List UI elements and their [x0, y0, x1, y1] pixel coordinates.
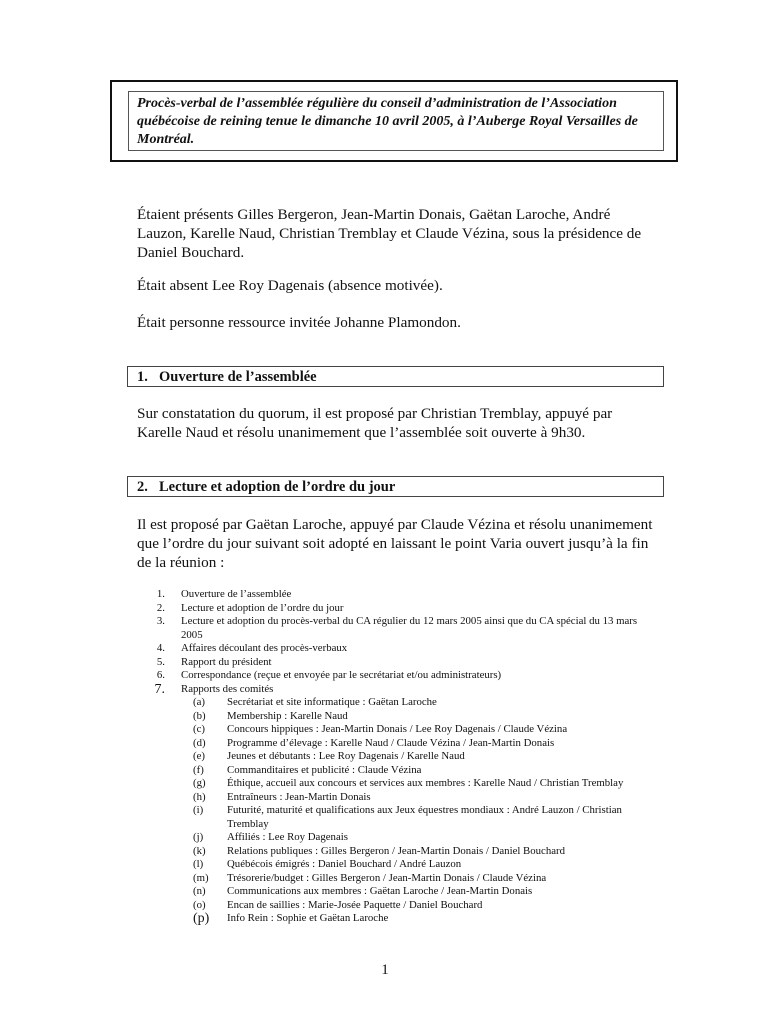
- committee-text: Québécois émigrés : Daniel Bouchard / André Lauzon: [227, 858, 462, 870]
- list-text: Rapports des comités: [181, 682, 274, 695]
- committee-text: Futurité, maturité et qualifications aux Jeux équestres mondiaux : André Lauzon / Christian Tremblay: [227, 804, 622, 830]
- list-text: Rapport du président: [181, 655, 272, 668]
- list-item: [137, 683, 657, 697]
- committee-letter: (h): [193, 790, 206, 803]
- committee-item: [137, 723, 657, 737]
- list-item: [137, 602, 657, 616]
- committee-item: [137, 764, 657, 778]
- list-number: 4.: [156, 642, 165, 654]
- committee-letter: (o): [193, 898, 206, 911]
- committee-text: Éthique, accueil aux concours et services aux membres : Karelle Naud / Christian Tremblay: [227, 777, 624, 789]
- list-number: 1.: [156, 588, 165, 600]
- committee-letter: (k): [193, 844, 206, 857]
- committee-letter: (g): [193, 777, 206, 789]
- list-number: 3.: [156, 615, 165, 627]
- list-text: Ouverture de l’assemblée: [181, 588, 292, 600]
- committee-item: [137, 912, 657, 926]
- list-number: 6.: [156, 669, 165, 681]
- section-heading-agenda: [127, 476, 664, 497]
- committee-text: Commanditaires et publicité : Claude Vézina: [227, 763, 422, 776]
- list-text: Lecture et adoption de l’ordre du jour: [181, 601, 344, 614]
- committee-text: Concours hippiques : Jean-Martin Donais / Lee Roy Dagenais / Claude Vézina: [227, 723, 568, 735]
- section-number: 2.: [137, 479, 148, 495]
- committee-item: [137, 804, 657, 831]
- committee-text: Encan de saillies : Marie-Josée Paquette / Daniel Bouchard: [227, 898, 483, 911]
- list-number: 5.: [156, 655, 165, 668]
- committee-item: [137, 872, 657, 886]
- committee-letter: (a): [193, 696, 205, 708]
- committee-item: [137, 885, 657, 899]
- list-text: Correspondance (reçue et envoyée par le secrétariat et/ou administrateurs): [181, 669, 502, 681]
- committee-item: [137, 710, 657, 724]
- resource-person: Était personne ressource invitée Johanne Plamondon.: [137, 314, 461, 331]
- section-text-agenda: Il est proposé par Gaëtan Laroche, appuyé par Claude Vézina et résolu unanimement que l’ordre du jour suivant soit adopté en laissant le point Varia ouvert jusqu’à la fin de la réunion :: [137, 516, 653, 571]
- committee-text: Secrétariat et site informatique : Gaëtan Laroche: [227, 696, 437, 708]
- list-number: 7.: [154, 681, 165, 697]
- agenda-list: [137, 588, 657, 926]
- list-text: Affaires découlant des procès-verbaux: [181, 642, 348, 654]
- section-heading-opening: [127, 366, 664, 387]
- committee-letter: (e): [193, 750, 205, 762]
- committee-text: Trésorerie/budget : Gilles Bergeron / Jean-Martin Donais / Claude Vézina: [227, 871, 547, 884]
- section-number: 1.: [137, 369, 148, 385]
- list-item: [137, 615, 657, 642]
- committee-text: Relations publiques : Gilles Bergeron / Jean-Martin Donais / Daniel Bouchard: [227, 844, 566, 857]
- committee-letter: (c): [193, 723, 205, 735]
- committee-item: [137, 696, 657, 710]
- committee-item: [137, 845, 657, 859]
- document-title: Procès-verbal de l’assemblée régulière du conseil d’administration de l’Association québécoise de reining tenue le dimanche 10 avril 2005, à l’Auberge Royal Versailles de Montréal.: [128, 91, 664, 151]
- committee-item: [137, 831, 657, 845]
- committee-list: [137, 696, 657, 926]
- list-item: [137, 669, 657, 683]
- committee-letter: (i): [193, 804, 204, 816]
- committee-item: [137, 791, 657, 805]
- section-text-opening: Sur constatation du quorum, il est proposé par Christian Tremblay, appuyé par Karelle Naud et résolu unanimement que l’assemblée soit ouverte à 9h30.: [137, 405, 613, 441]
- section-title: Ouverture de l’assemblée: [159, 369, 317, 385]
- committee-item: [137, 737, 657, 751]
- committee-text: Membership : Karelle Naud: [227, 709, 348, 722]
- committee-letter: (m): [193, 871, 209, 884]
- attendees-absent: Était absent Lee Roy Dagenais (absence motivée).: [137, 277, 443, 294]
- committee-text: Affiliés : Lee Roy Dagenais: [227, 831, 348, 843]
- committee-item: [137, 899, 657, 913]
- list-item: [137, 588, 657, 602]
- committee-text: Programme d’élevage : Karelle Naud / Claude Vézina / Jean-Martin Donais: [227, 736, 555, 749]
- attendees-present: Étaient présents Gilles Bergeron, Jean-Martin Donais, Gaëtan Laroche, André Lauzon, Karelle Naud, Christian Tremblay et Claude Vézina, sous la présidence de Daniel Bouchard.: [137, 206, 642, 261]
- committee-letter: (l): [193, 858, 204, 870]
- committee-letter: (n): [193, 885, 206, 897]
- committee-item: [137, 777, 657, 791]
- committee-letter: (p): [193, 911, 210, 926]
- list-item: [137, 642, 657, 656]
- committee-text: Entraîneurs : Jean-Martin Donais: [227, 790, 371, 803]
- committee-text: Info Rein : Sophie et Gaëtan Laroche: [227, 912, 389, 924]
- committee-item: [137, 858, 657, 872]
- page-number: 1: [381, 962, 389, 978]
- committee-item: [137, 750, 657, 764]
- committee-letter: (b): [193, 709, 206, 722]
- list-number: 2.: [156, 601, 165, 614]
- committee-letter: (j): [193, 831, 204, 843]
- committee-letter: (d): [193, 736, 206, 749]
- committee-text: Communications aux membres : Gaëtan Laroche / Jean-Martin Donais: [227, 885, 533, 897]
- committee-letter: (f): [193, 763, 204, 776]
- committee-text: Jeunes et débutants : Lee Roy Dagenais / Karelle Naud: [227, 750, 465, 762]
- section-title: Lecture et adoption de l’ordre du jour: [159, 479, 396, 495]
- list-text: Lecture et adoption du procès-verbal du CA régulier du 12 mars 2005 ainsi que du CA spécial du 13 mars 2005: [181, 615, 638, 641]
- list-item: [137, 656, 657, 670]
